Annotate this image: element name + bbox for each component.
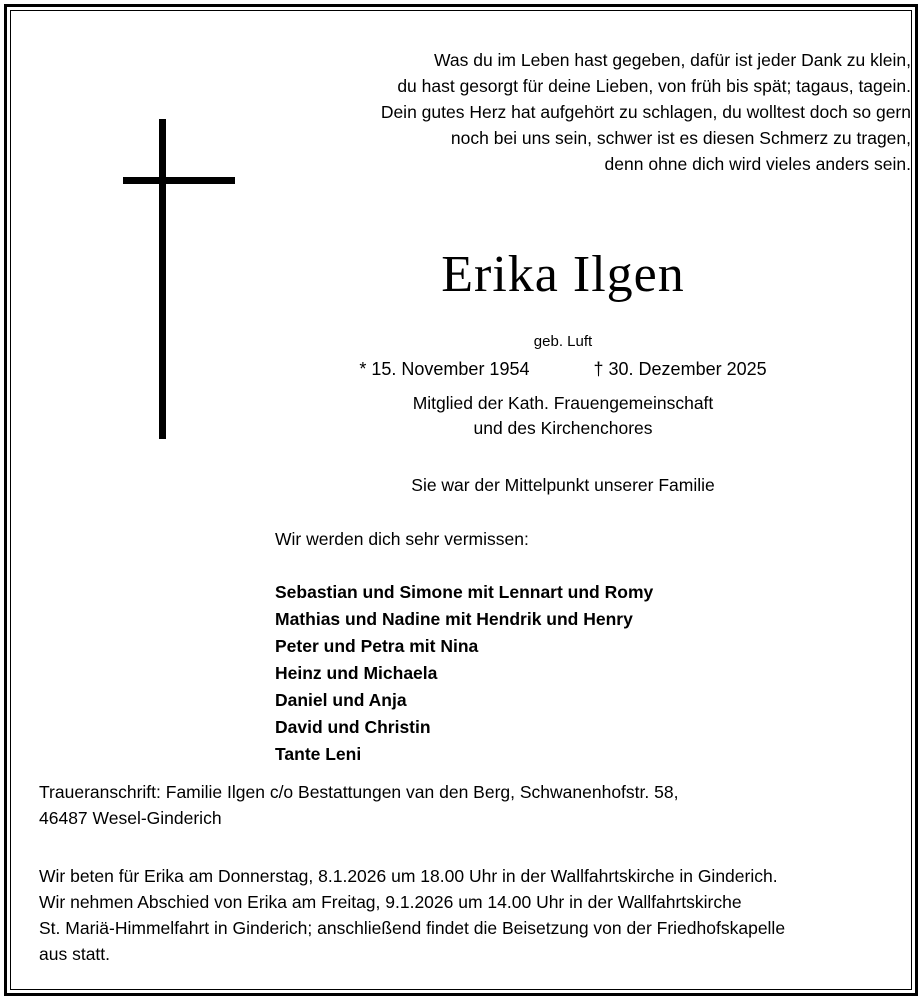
verse-line: du hast gesorgt für deine Lieben, von früh bis spät; tagaus, tagein. <box>397 76 911 96</box>
list-item: Tante Leni <box>275 744 362 764</box>
verse-block <box>273 47 911 177</box>
list-item: Mathias und Nadine mit Hendrik und Henry <box>275 609 633 629</box>
service-line: aus statt. <box>39 944 111 964</box>
membership-line: und des Kirchenchores <box>473 418 653 438</box>
verse-line: denn ohne dich wird vieles anders sein. <box>604 154 911 174</box>
service-line: Wir nehmen Abschied von Erika am Freitag, 9.1.2026 um 14.00 Uhr in der Wallfahrtskirche <box>39 892 742 912</box>
notice-content <box>23 23 911 977</box>
verse-line: Was du im Leben hast gegeben, dafür ist jeder Dank zu klein, <box>434 50 911 70</box>
list-item: Daniel und Anja <box>275 690 407 710</box>
death-date: † 30. Dezember 2025 <box>593 359 767 379</box>
maiden-name: geb. Luft <box>533 333 593 350</box>
service-line: St. Mariä-Himmelfahrt in Ginderich; anschließend findet die Beisetzung von der Friedhofskapelle <box>39 918 786 938</box>
service-details <box>39 863 922 967</box>
memberships-block <box>213 391 913 441</box>
service-line: Wir beten für Erika am Donnerstag, 8.1.2026 um 18.00 Uhr in der Wallfahrtskirche in Ginderich. <box>39 866 778 886</box>
list-item: Peter und Petra mit Nina <box>275 636 479 656</box>
mourning-address <box>39 779 919 831</box>
list-item: Sebastian und Simone mit Lennart und Romy <box>275 582 654 602</box>
verse-line: Dein gutes Herz hat aufgehört zu schlagen, du wolltest doch so gern <box>380 102 911 122</box>
notice-inner-border <box>10 10 912 990</box>
address-line: 46487 Wesel-Ginderich <box>39 808 222 828</box>
deceased-name: Erika Ilgen <box>441 246 685 303</box>
address-line: Traueranschrift: Familie Ilgen c/o Bestattungen van den Berg, Schwanenhofstr. 58, <box>39 782 679 802</box>
list-item: Heinz und Michaela <box>275 663 438 683</box>
list-item: David und Christin <box>275 717 431 737</box>
birth-date: * 15. November 1954 <box>359 359 530 379</box>
tribute-text: Sie war der Mittelpunkt unserer Familie <box>411 475 715 495</box>
life-dates <box>213 359 913 380</box>
mourners-list <box>275 579 653 768</box>
membership-line: Mitglied der Kath. Frauengemeinschaft <box>412 393 714 413</box>
verse-line: noch bei uns sein, schwer ist es diesen Schmerz zu tragen, <box>450 128 911 148</box>
mourning-intro: Wir werden dich sehr vermissen: <box>275 529 529 549</box>
